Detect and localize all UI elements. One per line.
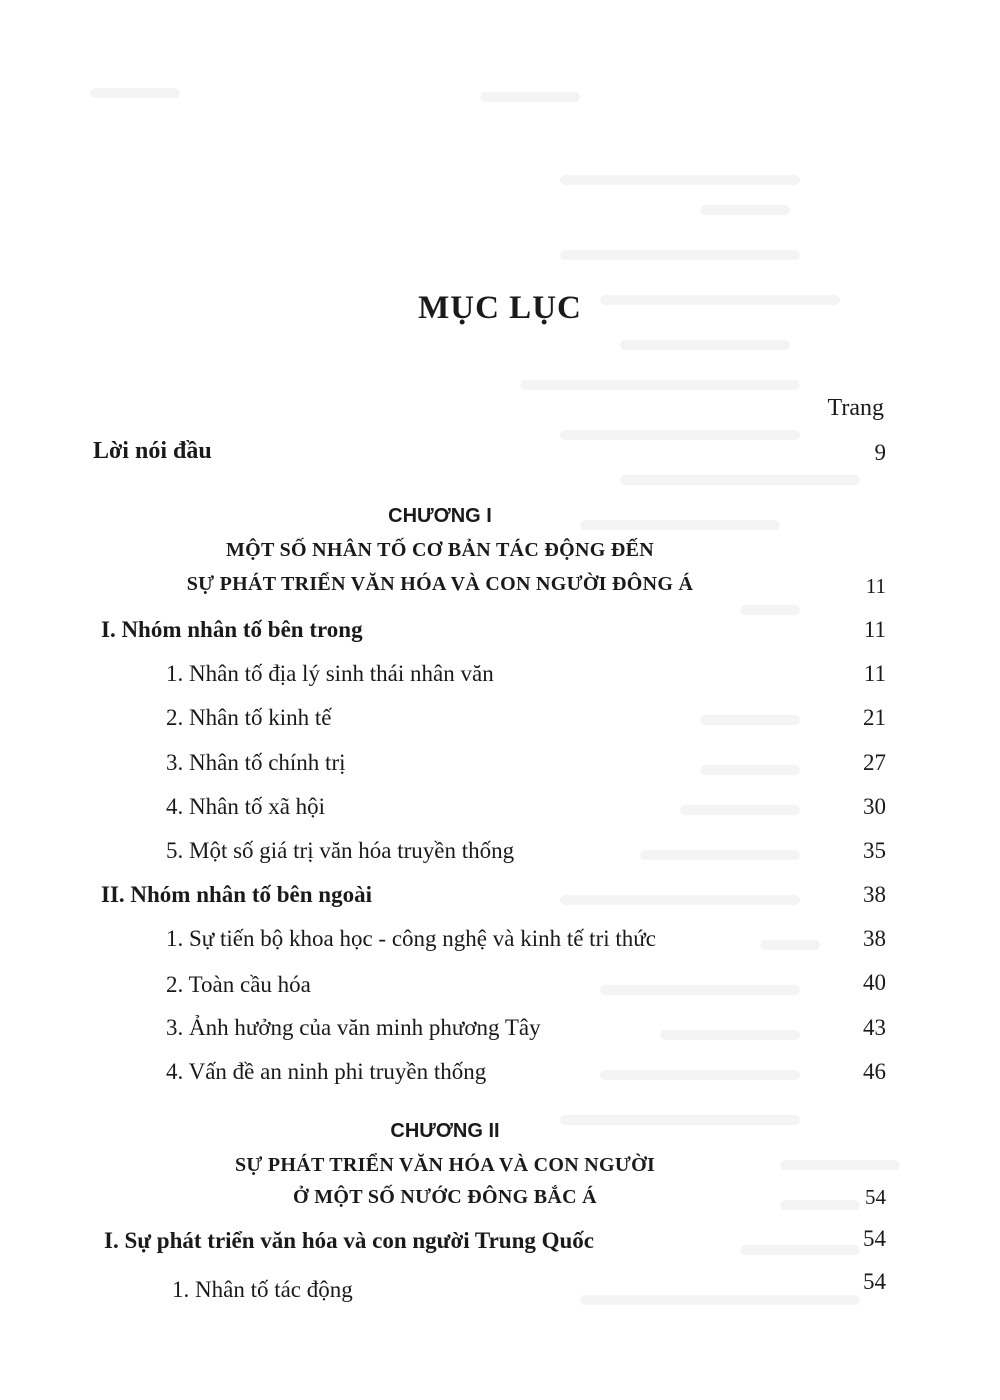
toc-item: 2. Nhân tố kinh tế bbox=[166, 705, 332, 730]
chapter-2-title-line1: SỰ PHÁT TRIỂN VĂN HÓA VÀ CON NGƯỜI bbox=[234, 1154, 656, 1176]
chapter-2-page: 54 bbox=[865, 1185, 886, 1209]
toc-section-1-2-page: 38 bbox=[863, 882, 886, 907]
toc-section-2-1-page: 54 bbox=[863, 1226, 886, 1251]
toc-item-page: 46 bbox=[863, 1059, 886, 1084]
toc-item-page: 54 bbox=[863, 1269, 886, 1294]
chapter-2-title-line2: Ở MỘT SỐ NƯỚC ĐÔNG BẮC Á bbox=[293, 1186, 597, 1208]
chapter-2-heading: CHƯƠNG II bbox=[390, 1120, 500, 1142]
toc-item-page: 35 bbox=[863, 838, 886, 863]
page-title: MỤC LỤC bbox=[418, 290, 582, 326]
toc-section-1-2: II. Nhóm nhân tố bên ngoài bbox=[101, 882, 372, 907]
toc-item: 4. Vấn đề an ninh phi truyền thống bbox=[166, 1059, 487, 1084]
toc-item: 1. Nhân tố địa lý sinh thái nhân văn bbox=[166, 661, 494, 686]
toc-item-page: 30 bbox=[863, 794, 886, 819]
toc-item: 1. Sự tiến bộ khoa học - công nghệ và kinh tế tri thức bbox=[166, 926, 656, 951]
toc-section-1-1-page: 11 bbox=[863, 617, 886, 642]
toc-item-page: 27 bbox=[863, 750, 886, 775]
chapter-1-title-line2: SỰ PHÁT TRIỂN VĂN HÓA VÀ CON NGƯỜI ĐÔNG Á bbox=[186, 573, 694, 595]
toc-item-page: 40 bbox=[863, 970, 886, 995]
toc-section-1-1: I. Nhóm nhân tố bên trong bbox=[101, 617, 363, 642]
toc-item: 5. Một số giá trị văn hóa truyền thống bbox=[166, 838, 515, 863]
toc-item-page: 38 bbox=[863, 926, 886, 951]
toc-section-2-1: I. Sự phát triển văn hóa và con người Trung Quốc bbox=[104, 1228, 594, 1253]
toc-item: 3. Ảnh hưởng của văn minh phương Tây bbox=[166, 1015, 541, 1040]
toc-item-page: 11 bbox=[863, 661, 886, 686]
toc-item: 3. Nhân tố chính trị bbox=[166, 750, 346, 775]
toc-item-page: 43 bbox=[863, 1015, 886, 1040]
chapter-1-heading: CHƯƠNG I bbox=[388, 505, 492, 527]
toc-entry-preface: Lời nói đầu bbox=[93, 438, 212, 464]
toc-item: 1. Nhân tố tác động bbox=[172, 1277, 353, 1302]
chapter-1-page: 11 bbox=[865, 574, 886, 598]
toc-item: 2. Toàn cầu hóa bbox=[166, 972, 311, 997]
toc-page-preface: 9 bbox=[874, 440, 886, 465]
toc-item: 4. Nhân tố xã hội bbox=[166, 794, 326, 819]
page-column-label: Trang bbox=[827, 395, 884, 421]
toc-item-page: 21 bbox=[863, 705, 886, 730]
chapter-1-title-line1: MỘT SỐ NHÂN TỐ CƠ BẢN TÁC ĐỘNG ĐẾN bbox=[225, 539, 655, 561]
